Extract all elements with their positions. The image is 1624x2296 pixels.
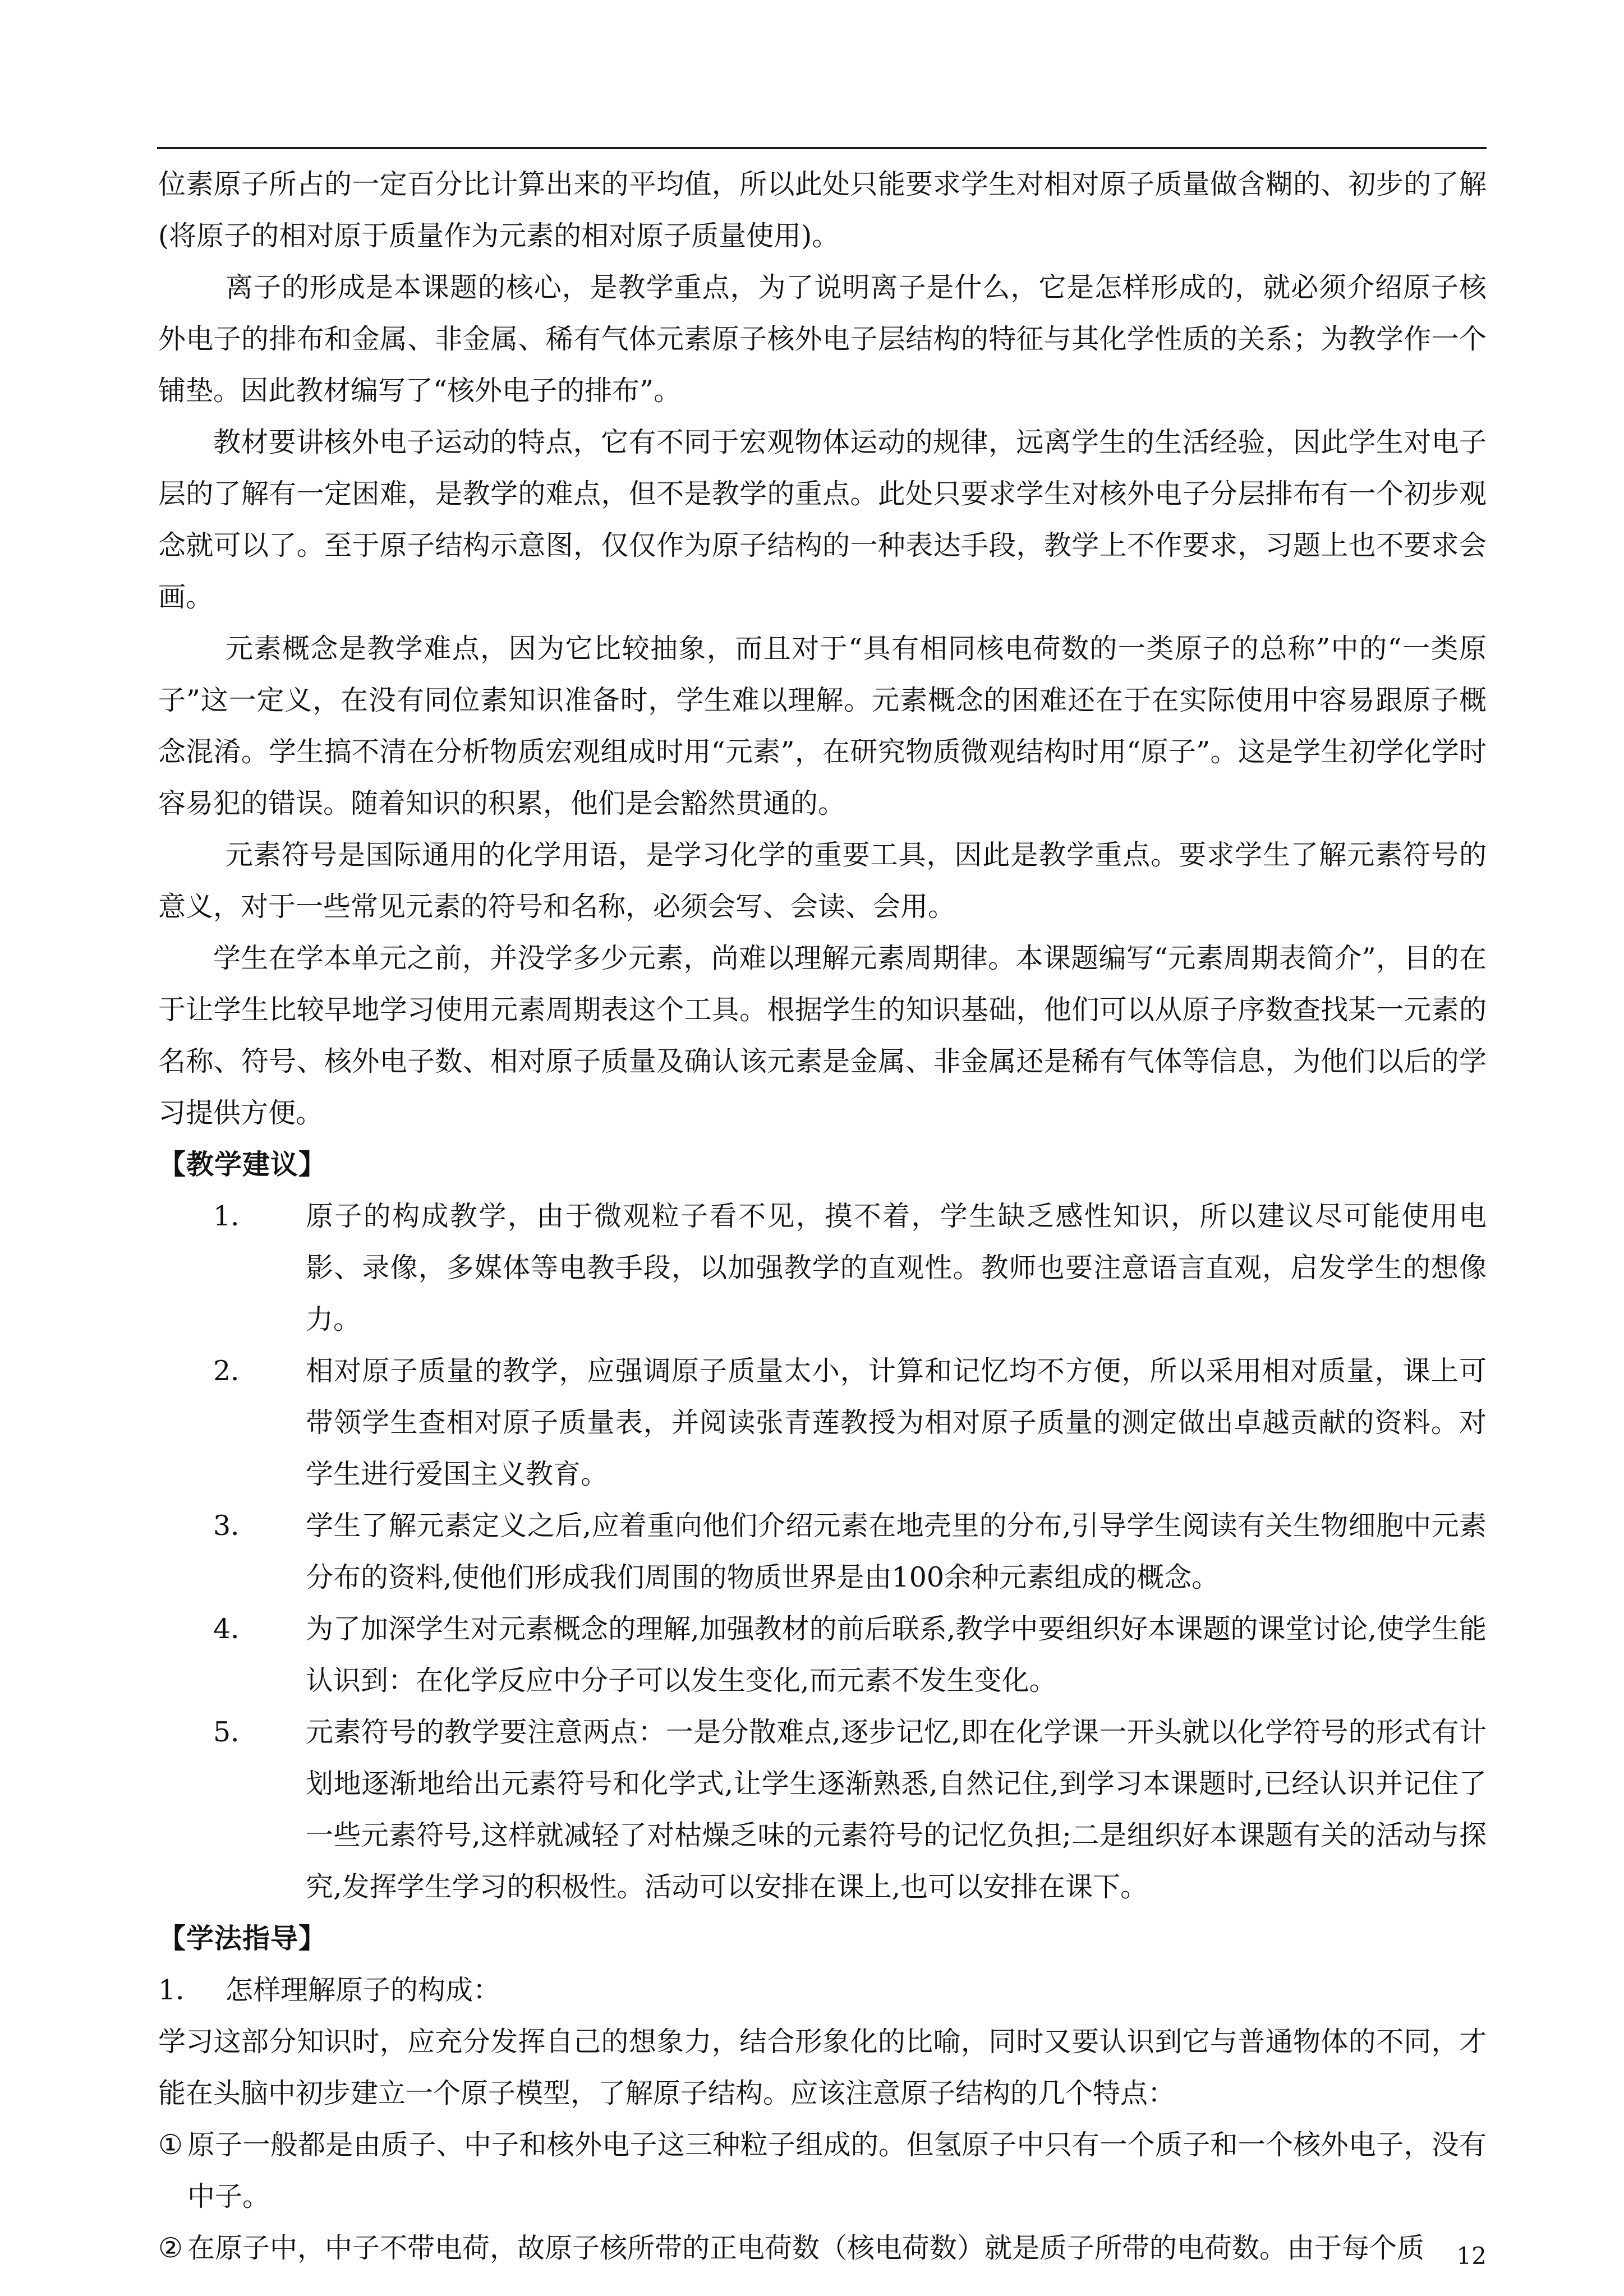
list-item-marker: ② bbox=[158, 2232, 183, 2264]
list-item bbox=[158, 1345, 1487, 1500]
paragraph-element-symbol: 元素符号是国际通用的化学用语，是学习化学的重要工具，因此是教学重点。要求学生了解元素符号的意义，对于一些常见元素的符号和名称，必须会写、会读、会用。 bbox=[158, 839, 1487, 923]
list-item-text: 学生了解元素定义之后,应着重向他们介绍元素在地壳里的分布,引导学生阅读有关生物细胞中元素分布的资料,使他们形成我们周围的物质世界是由100余种元素组成的概念。 bbox=[306, 1510, 1487, 1593]
page-number: 12 bbox=[1456, 2242, 1487, 2270]
list-item bbox=[158, 1707, 1487, 1913]
section-heading-method: 【学法指导】 bbox=[158, 1922, 327, 1954]
paragraph-electron-motion: 教材要讲核外电子运动的特点，它有不同于宏观物体运动的规律，远离学生的生活经验，因此学生对电子层的了解有一定困难，是教学的难点，但不是教学的重点。此处只要求学生对核外电子分层排布有一个初步观念就可以了。至于原子结构示意图，仅仅作为原子结构的一种表达手段，教学上不作要求，习题上也不要求会画。 bbox=[158, 426, 1487, 613]
method-step-number: 1． bbox=[158, 1974, 204, 2006]
list-item-number: 3． bbox=[213, 1510, 259, 1542]
method-step bbox=[158, 1965, 1487, 2016]
paragraph-atomic-mass-cont: 位素原子所占的一定百分比计算出来的平均值，所以此处只能要求学生对相对原子质量做含糊的、初步的了解(将原子的相对原于质量作为元素的相对原子质量使用)。 bbox=[158, 168, 1487, 252]
list-item-text: 为了加深学生对元素概念的理解,加强教材的前后联系,教学中要组织好本课题的课堂讨论,使学生能认识到：在化学反应中分子可以发生变化,而元素不发生变化。 bbox=[306, 1613, 1487, 1696]
list-item bbox=[158, 1603, 1487, 1707]
list-item bbox=[158, 2119, 1487, 2223]
list-item-number: 4． bbox=[213, 1613, 259, 1645]
paragraph-method-intro: 学习这部分知识时，应充分发挥自己的想象力，结合形象化的比喻，同时又要认识到它与普通物体的不同，才能在头脑中初步建立一个原子模型，了解原子结构。应该注意原子结构的几个特点： bbox=[158, 2026, 1487, 2109]
section-heading-teaching: 【教学建议】 bbox=[158, 1149, 327, 1181]
list-item-marker: ① bbox=[158, 2129, 183, 2161]
list-item-text: 元素符号的教学要注意两点：一是分散难点,逐步记忆,即在化学课一开头就以化学符号的形式有计划地逐渐地给出元素符号和化学式,让学生逐渐熟悉,自然记住,到学习本课题时,已经认识并记住了一些元素符号,这样就减轻了对枯燥乏味的元素符号的记忆负担;二是组织好本课题有关的活动与探究,发挥学生学习的积极性。活动可以安排在课上,也可以安排在课下。 bbox=[306, 1716, 1487, 1903]
list-item-text: 在原子中，中子不带电荷，故原子核所带的正电荷数（核电荷数）就是质子所带的电荷数。由于每个质 bbox=[187, 2232, 1425, 2264]
document-body bbox=[158, 159, 1487, 2274]
paragraph-periodic-table: 学生在学本单元之前，并没学多少元素，尚难以理解元素周期律。本课题编写“元素周期表简介”，目的在于让学生比较早地学习使用元素周期表这个工具。根据学生的知识基础，他们可以从原子序数查找某一元素的名称、符号、核外电子数、相对原子质量及确认该元素是金属、非金属还是稀有气体等信息，为他们以后的学习提供方便。 bbox=[158, 942, 1487, 1129]
list-item-number: 2． bbox=[213, 1355, 259, 1387]
list-item-text: 原子的构成教学，由于微观粒子看不见，摸不着，学生缺乏感性知识，所以建议尽可能使用电影、录像，多媒体等电教手段，以加强教学的直观性。教师也要注意语言直观，启发学生的想像力。 bbox=[306, 1200, 1487, 1335]
method-step-title: 怎样理解原子的构成： bbox=[226, 1974, 501, 2006]
list-item-number: 1． bbox=[213, 1200, 259, 1232]
list-item-text: 原子一般都是由质子、中子和核外电子这三种粒子组成的。但氢原子中只有一个质子和一个核外电子，没有中子。 bbox=[187, 2129, 1487, 2212]
list-item-text: 相对原子质量的教学，应强调原子质量太小，计算和记忆均不方便，所以采用相对质量，课上可带领学生查相对原子质量表，并阅读张青莲教授为相对原子质量的测定做出卓越贡献的资料。对学生进行爱国主义教育。 bbox=[306, 1355, 1487, 1490]
list-item bbox=[158, 1191, 1487, 1345]
paragraph-ion-formation: 离子的形成是本课题的核心，是教学重点，为了说明离子是什么，它是怎样形成的，就必须介绍原子核外电子的排布和金属、非金属、稀有气体元素原子核外电子层结构的特征与其化学性质的关系；为教学作一个铺垫。因此教材编写了“核外电子的排布”。 bbox=[158, 271, 1487, 407]
paragraph-element-concept: 元素概念是教学难点，因为它比较抽象，而且对于“具有相同核电荷数的一类原子的总称”中的“一类原子”这一定义，在没有同位素知识准备时，学生难以理解。元素概念的困难还在于在实际使用中容易跟原子概念混淆。学生搞不清在分析物质宏观组成时用“元素”，在研究物质微观结构时用“原子”。这是学生初学化学时容易犯的错误。随着知识的积累，他们是会豁然贯通的。 bbox=[158, 633, 1487, 819]
list-item bbox=[158, 1500, 1487, 1603]
list-item bbox=[158, 2223, 1487, 2274]
header-rule bbox=[157, 147, 1487, 149]
list-item-number: 5． bbox=[213, 1716, 259, 1748]
